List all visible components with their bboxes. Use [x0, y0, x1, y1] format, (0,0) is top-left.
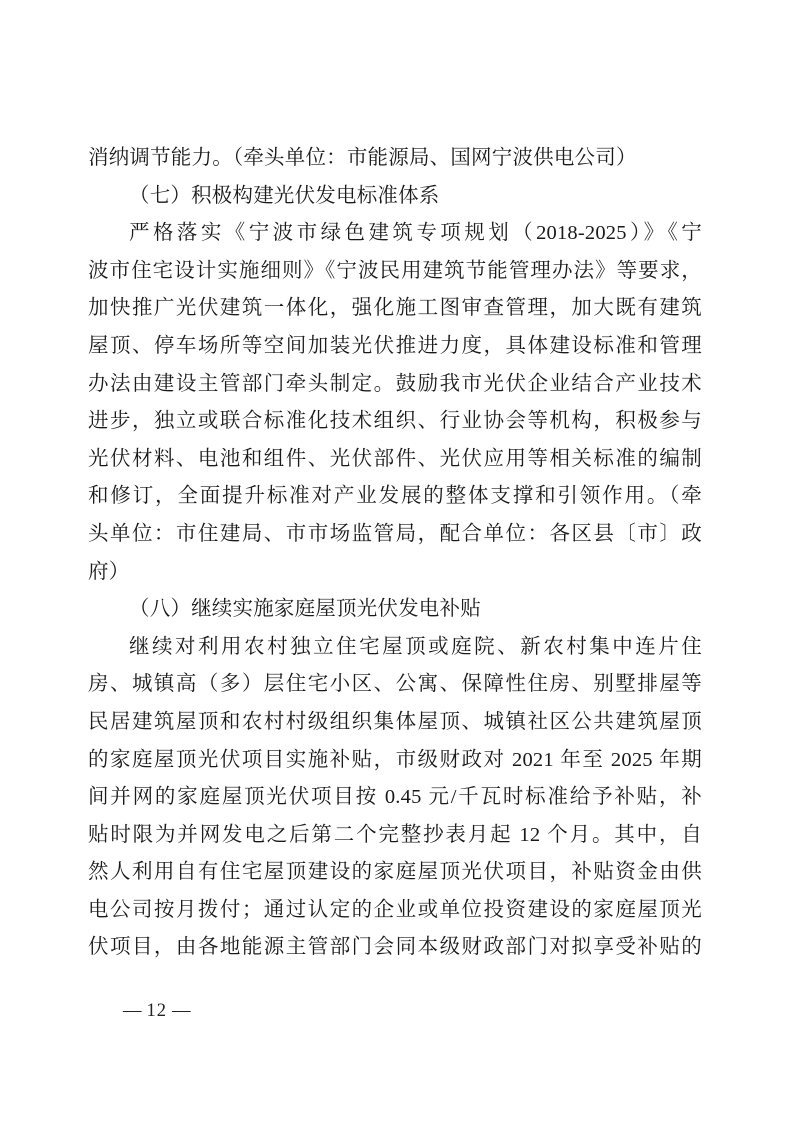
text-line: 房、城镇高（多）层住宅小区、公寓、保障性住房、别墅排屋等	[88, 673, 702, 696]
section-heading-line: （七）积极构建光伏发电标准体系	[129, 184, 440, 207]
text-line: 的家庭屋顶光伏项目实施补贴，市级财政对 2021 年至 2025 年期	[88, 748, 702, 771]
text-line: 贴时限为并网发电之后第二个完整抄表月起 12 个月。其中，自	[88, 823, 702, 846]
text-line: 府）	[88, 560, 130, 583]
page-number: 12	[146, 1001, 167, 1021]
text-line: 波市住宅设计实施细则》《宁波民用建筑节能管理办法》等要求，	[88, 259, 702, 282]
page-footer	[123, 999, 191, 1023]
text-line: 然人利用自有住宅屋顶建设的家庭屋顶光伏项目，补贴资金由供	[88, 861, 702, 884]
footer-dash-right: —	[172, 1001, 191, 1021]
text-line: 办法由建设主管部门牵头制定。鼓励我市光伏企业结合产业技术	[88, 372, 702, 395]
text-line: 头单位：市住建局、市市场监管局，配合单位：各区县〔市〕政	[88, 522, 702, 545]
footer-dash-left: —	[123, 1001, 142, 1021]
text-line: 民居建筑屋顶和农村村级组织集体屋顶、城镇社区公共建筑屋顶	[88, 710, 702, 733]
text-line: 伏项目，由各地能源主管部门会同本级财政部门对拟享受补贴的	[88, 936, 702, 959]
text-line: 和修订，全面提升标准对产业发展的整体支撑和引领作用。（牵	[88, 485, 702, 508]
document-body	[88, 140, 702, 967]
text-line: 继续对利用农村独立住宅屋顶或庭院、新农村集中连片住	[129, 635, 702, 658]
text-line: 消纳调节能力。（牵头单位：市能源局、国网宁波供电公司）	[88, 147, 637, 169]
section-heading-line: （八）继续实施家庭屋顶光伏发电补贴	[129, 598, 481, 621]
text-line: 严格落实《宁波市绿色建筑专项规划（2018-2025）》《宁	[129, 222, 702, 245]
text-line: 光伏材料、电池和组件、光伏部件、光伏应用等相关标准的编制	[88, 447, 702, 470]
text-line: 电公司按月拨付；通过认定的企业或单位投资建设的家庭屋顶光	[88, 898, 702, 921]
text-line: 加快推广光伏建筑一体化，强化施工图审查管理，加大既有建筑	[88, 297, 702, 320]
text-line: 进步，独立或联合标准化技术组织、行业协会等机构，积极参与	[88, 410, 702, 433]
text-line: 间并网的家庭屋顶光伏项目按 0.45 元/千瓦时标准给予补贴，补	[88, 786, 702, 809]
text-line: 屋顶、停车场所等空间加装光伏推进力度，具体建设标准和管理	[88, 334, 702, 357]
